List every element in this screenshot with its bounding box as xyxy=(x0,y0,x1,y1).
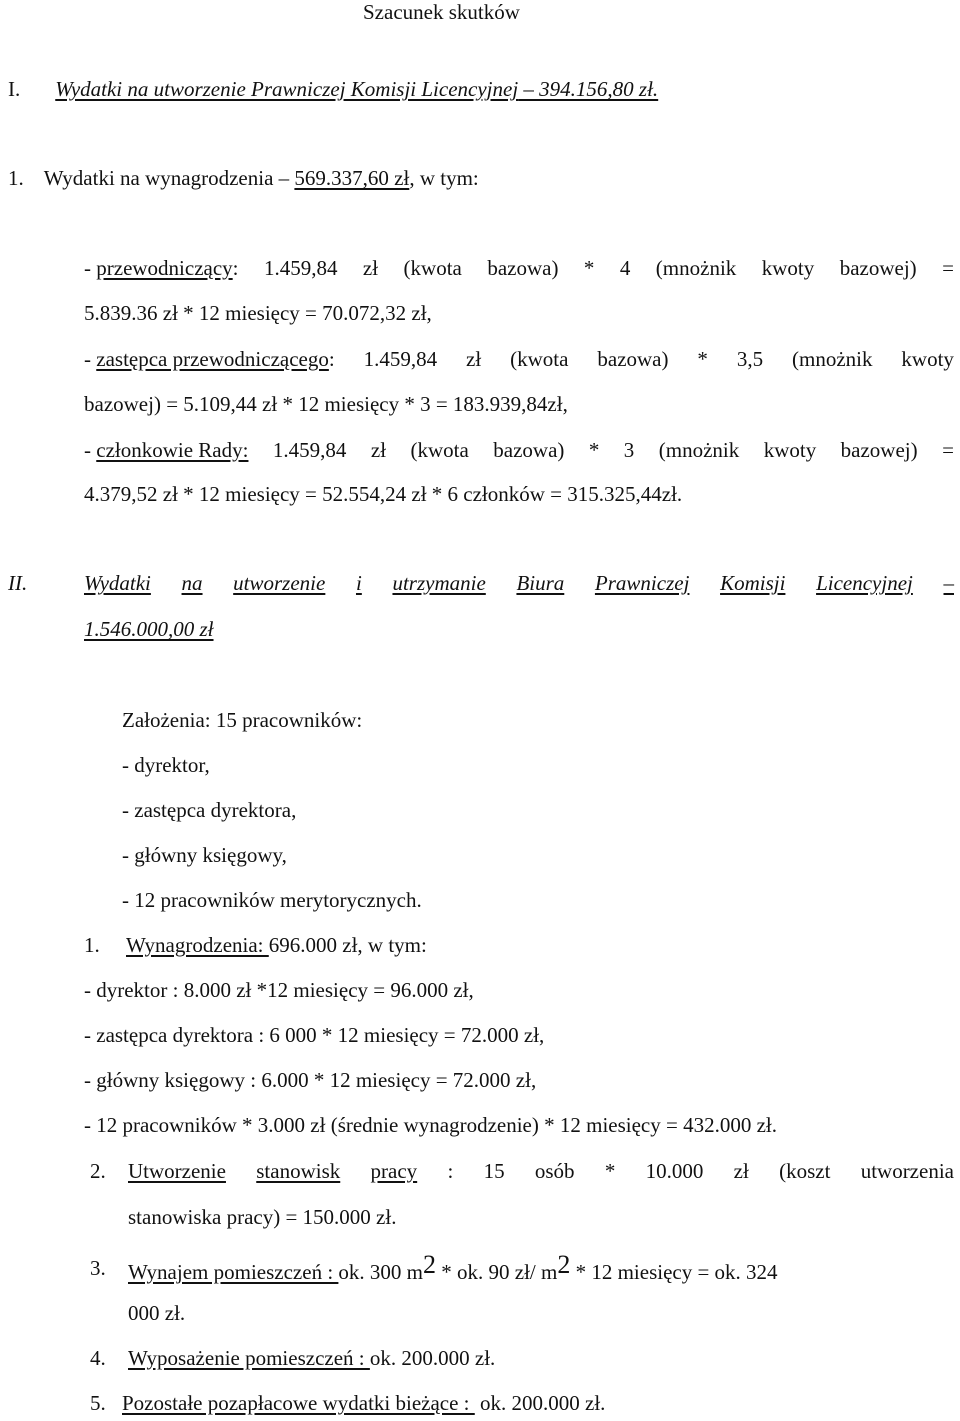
assumptions-heading: Założenia: 15 pracowników: xyxy=(122,708,363,732)
members-role: członkowie Rady: xyxy=(96,438,249,462)
section-1-title-amount: – 394.156,80 zł. xyxy=(518,77,659,101)
word: 10.000 xyxy=(645,1159,704,1183)
word: zł xyxy=(362,256,379,280)
chair-line-2: 5.839.36 zł * 12 miesięcy = 70.072,32 zł, xyxy=(84,301,432,325)
item-text: Wydatki na wynagrodzenia – xyxy=(43,166,295,190)
word: (mnożnik xyxy=(792,347,873,371)
section-1-title-text: Wydatki na utworzenie Prawniczej Komisji Licencyjnej xyxy=(55,77,519,101)
assumption-item: - główny księgowy, xyxy=(122,843,287,867)
word: bazowa) xyxy=(597,347,669,371)
item-3-label: Wynajem pomieszczeń : xyxy=(128,1260,339,1284)
section-1-item-1 xyxy=(8,168,479,189)
item-2-label-word: Utworzenie xyxy=(128,1159,226,1183)
heading-word: Biura xyxy=(516,571,565,595)
section-2-number: II. xyxy=(8,571,28,595)
word: zł xyxy=(466,347,482,371)
item-1-label: Wynagrodzenia: xyxy=(126,933,269,957)
heading-word: Prawniczej xyxy=(594,571,690,595)
chair-label xyxy=(84,258,239,279)
item-3-line-1 xyxy=(128,1250,954,1284)
salary-line: - zastępca dyrektora : 6 000 * 12 miesięcy = 72.000 zł, xyxy=(84,1023,545,1047)
item-1-number: 1. xyxy=(84,933,100,957)
item-1-text xyxy=(126,935,427,956)
heading-word: Komisji xyxy=(720,571,786,595)
word: * xyxy=(583,256,595,280)
item-5-text xyxy=(122,1393,605,1414)
item-4-label: Wyposażenie pomieszczeń : xyxy=(128,1346,370,1370)
word: = xyxy=(942,438,954,462)
word: (mnożnik xyxy=(655,256,737,280)
word: : xyxy=(447,1159,454,1183)
colon: : xyxy=(328,347,335,371)
heading-word: – xyxy=(943,571,954,595)
chair-line-1 xyxy=(84,258,954,279)
item-5-value: ok. 200.000 zł. xyxy=(474,1391,606,1415)
section-2-amount: 1.546.000,00 zł xyxy=(84,617,214,641)
word: utworzenia xyxy=(860,1159,954,1183)
word: = xyxy=(942,256,954,280)
word: zł xyxy=(733,1159,749,1183)
heading-word: na xyxy=(181,571,203,595)
item-2-line-1 xyxy=(128,1161,954,1182)
word: * xyxy=(697,347,708,371)
deputy-line-1 xyxy=(84,349,954,370)
deputy-line-2: bazowej) = 5.109,44 zł * 12 miesięcy * 3 = 183.939,84zł, xyxy=(84,392,568,416)
members-label xyxy=(84,440,248,461)
word: 1.459,84 xyxy=(272,438,347,462)
item-5-label: Pozostałe pozapłacowe wydatki bieżące : xyxy=(122,1391,475,1415)
item-amount: 569.337,60 zł xyxy=(294,166,410,190)
item-5-number: 5. xyxy=(90,1391,106,1415)
word: bazowa) xyxy=(487,256,559,280)
word: * xyxy=(588,438,600,462)
word: 3,5 xyxy=(736,347,764,371)
word: 4 xyxy=(619,256,631,280)
word: (kwota xyxy=(403,256,462,280)
text: * ok. 90 zł/ m xyxy=(436,1260,558,1284)
deputy-label xyxy=(84,349,335,370)
word: bazowej) xyxy=(839,256,917,280)
superscript: 2 xyxy=(423,1250,436,1279)
assumption-item: - 12 pracowników merytorycznych. xyxy=(122,888,422,912)
word: (mnożnik xyxy=(658,438,740,462)
word: (kwota xyxy=(510,347,569,371)
item-number: 1. xyxy=(8,166,24,190)
item-3-number: 3. xyxy=(90,1256,106,1280)
heading-word: utrzymanie xyxy=(392,571,486,595)
word: bazowa) xyxy=(493,438,565,462)
section-1-number: I. xyxy=(8,77,21,101)
word: kwoty xyxy=(901,347,954,371)
item-2-line-2: stanowiska pracy) = 150.000 zł. xyxy=(128,1205,397,1229)
chair-role: przewodniczący xyxy=(96,256,233,280)
members-line-1 xyxy=(84,440,954,461)
word: 15 xyxy=(483,1159,505,1183)
colon: : xyxy=(232,256,239,280)
deputy-role: zastępca przewodniczącego xyxy=(96,347,329,371)
word: kwoty xyxy=(761,256,815,280)
word: kwoty xyxy=(763,438,817,462)
word: bazowej) xyxy=(840,438,918,462)
heading-word: utworzenie xyxy=(233,571,326,595)
word: osób xyxy=(534,1159,575,1183)
item-2-label-word: pracy xyxy=(370,1159,418,1183)
item-text-tail: , w tym: xyxy=(409,166,479,190)
word: * xyxy=(604,1159,616,1183)
salary-line: - 12 pracowników * 3.000 zł (średnie wynagrodzenie) * 12 miesięcy = 432.000 zł. xyxy=(84,1113,777,1137)
superscript: 2 xyxy=(557,1250,571,1279)
text: * 12 miesięcy = ok. 324 xyxy=(570,1260,778,1284)
word: 1.459,84 xyxy=(363,347,438,371)
heading-word: Licencyjnej xyxy=(816,571,913,595)
heading-word: Wydatki xyxy=(84,571,151,595)
word: zł xyxy=(370,438,387,462)
item-1-value: 696.000 zł, w tym: xyxy=(268,933,427,957)
word: 3 xyxy=(623,438,635,462)
section-2-heading xyxy=(84,573,954,594)
assumption-item: - zastępca dyrektora, xyxy=(122,798,297,822)
dash: - xyxy=(84,438,97,462)
dash: - xyxy=(84,256,97,280)
word: (koszt xyxy=(779,1159,831,1183)
text: ok. 300 m xyxy=(338,1260,423,1284)
item-4-value: ok. 200.000 zł. xyxy=(369,1346,496,1370)
dash: - xyxy=(84,347,97,371)
item-2-number: 2. xyxy=(90,1159,106,1183)
heading-word: i xyxy=(355,571,362,595)
document-title: Szacunek skutków xyxy=(363,0,520,24)
item-3-line-2: 000 zł. xyxy=(128,1301,186,1325)
word: 1.459,84 xyxy=(263,256,338,280)
section-1-title xyxy=(55,77,658,101)
salary-line: - główny księgowy : 6.000 * 12 miesięcy = 72.000 zł, xyxy=(84,1068,537,1092)
members-line-2: 4.379,52 zł * 12 miesięcy = 52.554,24 zł * 6 członków = 315.325,44zł. xyxy=(84,482,683,506)
salary-line: - dyrektor : 8.000 zł *12 miesięcy = 96.000 zł, xyxy=(84,978,474,1002)
section-1-heading xyxy=(8,79,658,100)
word: (kwota xyxy=(410,438,469,462)
item-4-number: 4. xyxy=(90,1346,106,1370)
item-2-label-word: stanowisk xyxy=(256,1159,341,1183)
item-4-text xyxy=(128,1348,495,1369)
assumption-item: - dyrektor, xyxy=(122,753,210,777)
